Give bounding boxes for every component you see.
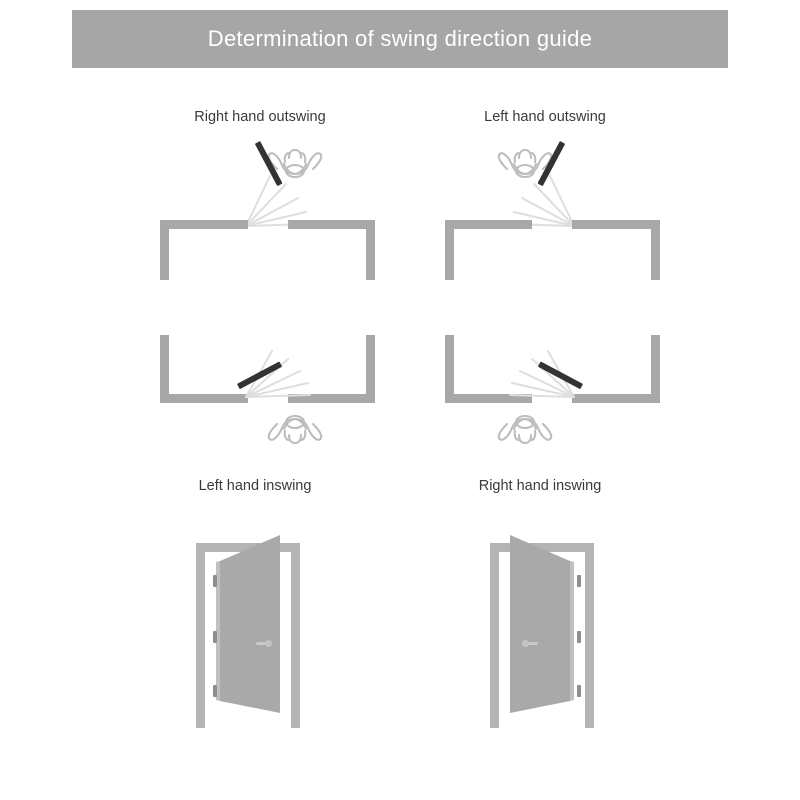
plan-left-hand-outswing xyxy=(445,140,660,280)
wall-right-vertical xyxy=(651,220,660,280)
header-bar xyxy=(72,10,728,68)
wall-left-vertical xyxy=(445,335,454,403)
door-hinge-top xyxy=(213,575,217,587)
caption-right-hand-inswing: Right hand inswing xyxy=(478,478,602,494)
wall-left-vertical xyxy=(445,220,454,280)
door-hinge-middle xyxy=(213,631,217,643)
caption-left-hand-inswing: Left hand inswing xyxy=(198,478,312,494)
door-hinge-top xyxy=(577,575,581,587)
swing-arc-right-hand-inswing xyxy=(482,345,602,403)
door-hinge-bottom xyxy=(213,685,217,697)
door-handle-lever xyxy=(256,642,267,645)
caption-right-hand-outswing: Right hand outswing xyxy=(194,109,326,125)
wall-left-horizontal xyxy=(445,220,532,229)
hands-icon xyxy=(485,403,565,453)
hands-icon xyxy=(255,403,335,453)
wall-left-horizontal xyxy=(160,220,248,229)
door-perspective-left xyxy=(196,535,336,730)
wall-right-horizontal xyxy=(572,220,660,229)
plan-left-hand-inswing xyxy=(160,335,375,465)
plan-right-hand-inswing xyxy=(445,335,660,465)
wall-right-vertical xyxy=(366,335,375,403)
wall-left-vertical xyxy=(160,335,169,403)
door-perspective-right xyxy=(490,535,630,730)
swing-arc-left-hand-inswing xyxy=(218,345,338,403)
door-frame-right xyxy=(585,543,594,728)
page-title: Determination of swing direction guide xyxy=(207,26,593,51)
door-handle-lever xyxy=(527,642,538,645)
wall-right-horizontal xyxy=(288,220,375,229)
wall-right-vertical xyxy=(366,220,375,280)
plan-right-hand-outswing xyxy=(160,140,375,280)
wall-right-vertical xyxy=(651,335,660,403)
caption-left-hand-outswing: Left hand outswing xyxy=(484,109,606,125)
door-hinge-middle xyxy=(577,631,581,643)
door-panel-open xyxy=(496,535,576,730)
door-hinge-bottom xyxy=(577,685,581,697)
wall-left-vertical xyxy=(160,220,169,280)
door-panel-open xyxy=(214,535,294,730)
door-frame-left xyxy=(196,543,205,728)
